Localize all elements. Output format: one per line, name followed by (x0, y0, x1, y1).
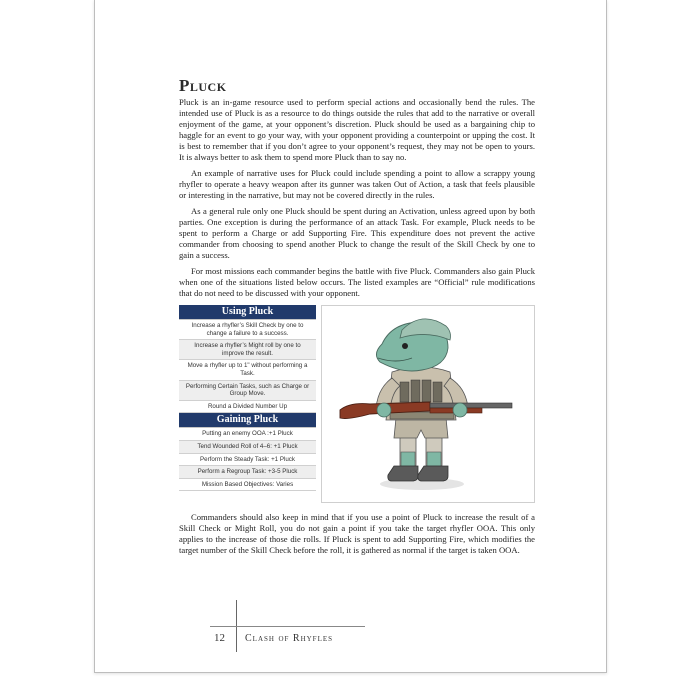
book-page (94, 0, 607, 673)
gaining-pluck-item: Perform the Steady Task: +1 Pluck (179, 454, 316, 467)
footer-divider-horizontal (210, 626, 365, 627)
paragraph-narrative-example: An example of narrative uses for Pluck could include spending a point to allow a scrappy young rhyfler to operate a heavy weapon after its gunner was taken Out of Action, a task that feels plausible or interesting in the narrative, but may not be covered directly in the rules. (179, 168, 535, 200)
using-pluck-item: Performing Certain Tasks, such as Charge or Group Move. (179, 381, 316, 401)
gaining-pluck-header: Gaining Pluck (179, 413, 316, 428)
using-pluck-item: Increase a rhyfler’s Might roll by one to improve the result. (179, 340, 316, 360)
frog-soldier-illustration (321, 305, 535, 503)
page-content (179, 76, 535, 561)
paragraph-missions: For most missions each commander begins the battle with five Pluck. Commanders also gain Pluck when one of the situations listed below occurs. The listed examples are “Official” rule modifications that do not need to be discussed with your opponent. (179, 266, 535, 298)
using-pluck-item: Move a rhyfler up to 1" without performing a Task. (179, 360, 316, 380)
frog-soldier-image (322, 306, 534, 502)
gaining-pluck-item: Perform a Regroup Task: +3-5 Pluck (179, 466, 316, 479)
paragraph-closing: Commanders should also keep in mind that if you use a point of Pluck to increase the result of a Skill Check or Might Roll, you do not gain a point if you take the target rhyfler OOA. This only applies to the increase of those die rolls. If Pluck is spent to add Supporting Fire, which modifies the target number of the Skill Check before the roll, it is gathered as normal if the target is taken OOA. (179, 512, 535, 555)
using-pluck-item: Round a Divided Number Up (179, 401, 316, 414)
section-heading: Pluck (179, 76, 227, 95)
paragraph-intro: Pluck is an in-game resource used to perform special actions and occasionally bend the rules. The intended use of Pluck is as a resource to do things outside the rules that add to the narrative or overall enjoyment of the game, at your opponent’s discretion. Pluck should be used as a bargaining chip to haggle for an event to go your way, with your opponent providing a counterpoint or upping the cost. It is best to remember that if you don’t agree to your opponent’s request, they may not be open to yours. It is always better to ask them to spend more Pluck than to say no. (179, 97, 535, 162)
gaining-pluck-item: Tend Wounded Roll of 4–6: +1 Pluck (179, 441, 316, 454)
pluck-sidebar (179, 305, 316, 491)
figure-row (179, 305, 535, 503)
page-number: 12 (214, 632, 225, 644)
gaining-pluck-item: Mission Based Objectives: Varies (179, 479, 316, 492)
gaining-pluck-item: Putting an enemy OOA :+1 Pluck (179, 428, 316, 441)
using-pluck-item: Increase a rhyfler’s Skill Check by one to change a failure to a success. (179, 320, 316, 340)
using-pluck-header: Using Pluck (179, 305, 316, 320)
book-title: Clash of Rhyfles (245, 633, 334, 644)
paragraph-general-rule: As a general rule only one Pluck should be spent during an Activation, unless agreed upon by both parties. One exception is during the performance of an attack Task. For example, Pluck needs to be spent to perform a Charge or add Supporting Fire. This expenditure does not prevent the active commander from choosing to spend another Pluck to change the result of the Skill Check by one to gain a success. (179, 206, 535, 260)
